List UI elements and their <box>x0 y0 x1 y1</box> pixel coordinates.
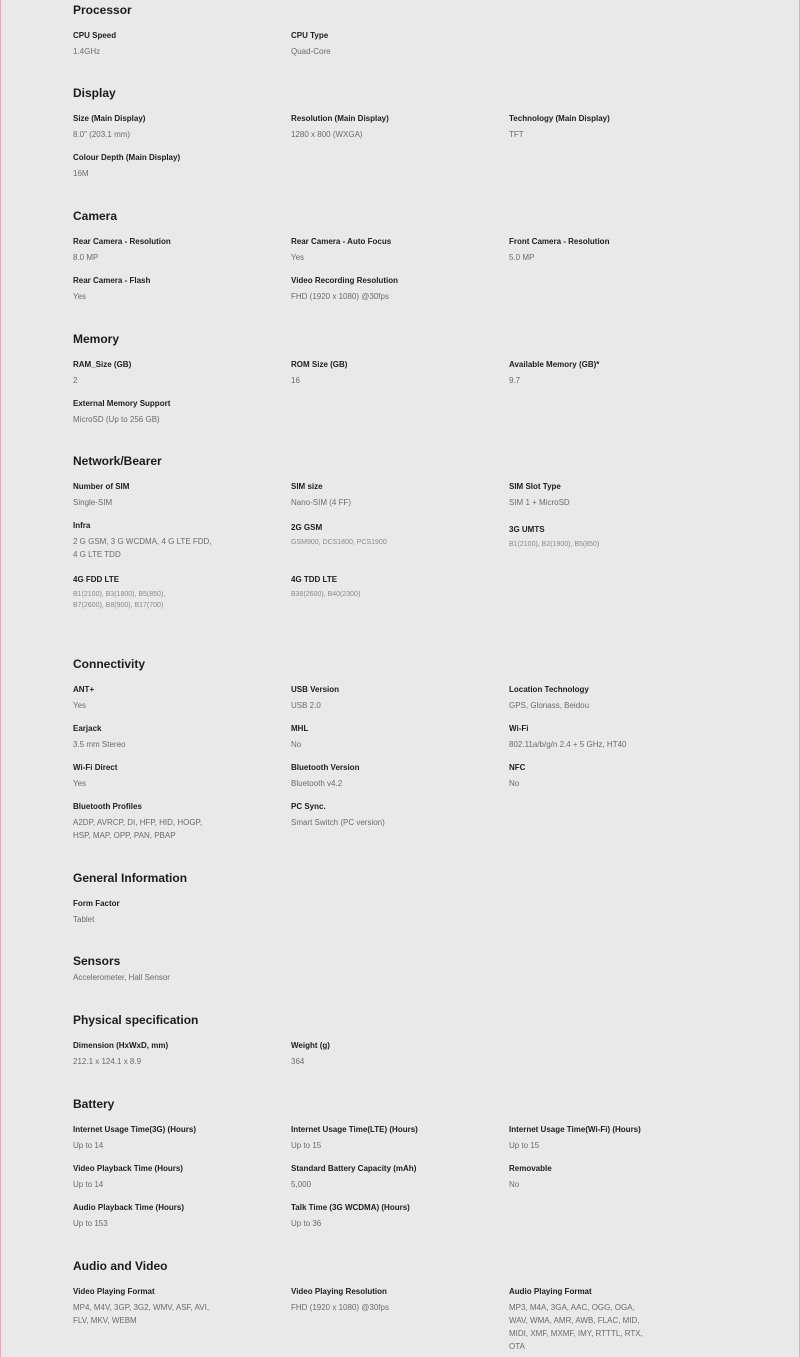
spec-value: 364 <box>291 1057 305 1066</box>
section-title: Network/Bearer <box>73 454 162 468</box>
spec-label: 2G GSM <box>291 523 323 532</box>
spec-value: Accelerometer, Hall Sensor <box>73 973 170 982</box>
spec-label: Video Playback Time (Hours) <box>73 1164 183 1173</box>
spec-value: 1280 x 800 (WXGA) <box>291 130 363 139</box>
spec-value: A2DP, AVRCP, DI, HFP, HID, HOGP, HSP, MAP, OPP, PAN, PBAP <box>73 818 203 840</box>
spec-rear-camera-flash <box>73 275 223 303</box>
spec-value: Bluetooth v4.2 <box>291 779 343 788</box>
spec-value: 16 <box>291 376 300 385</box>
spec-label: CPU Speed <box>73 31 117 40</box>
spec-value: FHD (1920 x 1080) @30fps <box>291 1303 389 1312</box>
spec-3g-umts <box>509 524 659 550</box>
spec-value: B1(2100), B3(1800), B5(850), B7(2600), B8(900), B17(700) <box>73 591 166 609</box>
spec-value: No <box>291 740 302 749</box>
spec-internet-usage-lte <box>291 1124 441 1152</box>
spec-display-resolution <box>291 113 441 141</box>
spec-video-recording-resolution <box>291 275 441 303</box>
section-title: Connectivity <box>73 657 146 671</box>
spec-label: SIM Slot Type <box>509 482 561 491</box>
spec-label: CPU Type <box>291 31 329 40</box>
spec-label: Available Memory (GB)* <box>509 360 600 369</box>
spec-4g-tdd-lte <box>291 574 441 600</box>
spec-label: Wi-Fi <box>509 724 529 733</box>
spec-label: Location Technology <box>509 685 589 694</box>
spec-label: Number of SIM <box>73 482 130 491</box>
spec-cpu-type <box>291 30 441 58</box>
spec-talk-time <box>291 1202 441 1230</box>
spec-ant-plus <box>73 684 223 712</box>
spec-value: USB 2.0 <box>291 701 321 710</box>
spec-label: External Memory Support <box>73 399 171 408</box>
frame-border-left <box>0 0 1 1357</box>
spec-wifi-direct <box>73 762 223 790</box>
section-title: Camera <box>73 209 118 223</box>
spec-label: SIM size <box>291 482 323 491</box>
spec-bluetooth-profiles <box>73 801 213 842</box>
spec-value: No <box>509 1180 520 1189</box>
spec-label: RAM_Size (GB) <box>73 360 132 369</box>
spec-label: Audio Playback Time (Hours) <box>73 1203 184 1212</box>
spec-value: Up to 36 <box>291 1219 322 1228</box>
spec-number-of-sim <box>73 481 223 509</box>
spec-available-memory <box>509 359 659 387</box>
spec-value: MP3, M4A, 3GA, AAC, OGG, OGA, WAV, WMA, AMR, AWB, FLAC, MID, MIDI, XMF, MXMF, IMY, RTTTL, RTX, OTA <box>509 1303 643 1351</box>
spec-value: Single-SIM <box>73 498 113 507</box>
spec-value: Up to 153 <box>73 1219 108 1228</box>
spec-form-factor <box>73 898 223 926</box>
spec-earjack <box>73 723 223 751</box>
spec-label: USB Version <box>291 685 340 694</box>
spec-display-technology <box>509 113 659 141</box>
spec-value: 2 <box>73 376 78 385</box>
spec-front-camera-resolution <box>509 236 659 264</box>
spec-label: Front Camera - Resolution <box>509 237 610 246</box>
spec-value: TFT <box>509 130 524 139</box>
spec-rom-size <box>291 359 441 387</box>
spec-label: Colour Depth (Main Display) <box>73 153 181 162</box>
spec-label: Audio Playing Format <box>509 1287 592 1296</box>
spec-usb-version <box>291 684 441 712</box>
spec-location-technology <box>509 684 659 712</box>
spec-value: Yes <box>73 701 87 710</box>
spec-label: Rear Camera - Auto Focus <box>291 237 392 246</box>
spec-value: MP4, M4V, 3GP, 3G2, WMV, ASF, AVI, FLV, MKV, WEBM <box>73 1303 210 1325</box>
spec-label: Internet Usage Time(LTE) (Hours) <box>291 1125 418 1134</box>
section-title: Physical specification <box>73 1013 199 1027</box>
section-title: Sensors <box>73 954 121 968</box>
spec-value: No <box>509 779 520 788</box>
spec-rear-camera-autofocus <box>291 236 441 264</box>
spec-value: Up to 14 <box>73 1180 104 1189</box>
spec-nfc <box>509 762 659 790</box>
spec-value: 212.1 x 124.1 x 8.9 <box>73 1057 142 1066</box>
spec-internet-usage-3g <box>73 1124 223 1152</box>
spec-value: Up to 15 <box>509 1141 540 1150</box>
spec-label: Technology (Main Display) <box>509 114 610 123</box>
spec-weight <box>291 1040 441 1068</box>
section-title: Processor <box>73 3 132 17</box>
spec-video-playback-time <box>73 1163 223 1191</box>
spec-display-size <box>73 113 223 141</box>
spec-label: NFC <box>509 763 526 772</box>
spec-value: B38(2600), B40(2300) <box>291 591 361 598</box>
spec-value: GPS, Glonass, Beidou <box>509 701 590 710</box>
spec-value: 5.0 MP <box>509 253 535 262</box>
spec-value: Nano-SIM (4 FF) <box>291 498 352 507</box>
spec-value: Yes <box>73 779 87 788</box>
section-title: Memory <box>73 332 120 346</box>
spec-label: Wi-Fi Direct <box>73 763 118 772</box>
spec-label: PC Sync. <box>291 802 326 811</box>
spec-pc-sync <box>291 801 441 829</box>
spec-dimension <box>73 1040 223 1068</box>
spec-value: 1.4GHz <box>73 47 101 56</box>
spec-label: Bluetooth Version <box>291 763 360 772</box>
spec-label: Talk Time (3G WCDMA) (Hours) <box>291 1203 410 1212</box>
spec-label: 4G FDD LTE <box>73 575 120 584</box>
spec-value: 9.7 <box>509 376 521 385</box>
spec-label: Video Playing Resolution <box>291 1287 387 1296</box>
spec-label: Removable <box>509 1164 552 1173</box>
spec-label: Video Playing Format <box>73 1287 155 1296</box>
spec-value: 8.0" (203.1 mm) <box>73 130 131 139</box>
spec-label: Internet Usage Time(Wi-Fi) (Hours) <box>509 1125 641 1134</box>
spec-label: Internet Usage Time(3G) (Hours) <box>73 1125 196 1134</box>
spec-infra <box>73 520 213 561</box>
section-title: Display <box>73 86 116 100</box>
spec-internet-usage-wifi <box>509 1124 659 1152</box>
spec-audio-playing-format <box>509 1286 644 1353</box>
spec-sim-slot-type <box>509 481 659 509</box>
spec-label: ROM Size (GB) <box>291 360 348 369</box>
section-title: General Information <box>73 871 188 885</box>
spec-value: Up to 14 <box>73 1141 104 1150</box>
spec-colour-depth <box>73 152 223 180</box>
section-title: Battery <box>73 1097 115 1111</box>
spec-value: 16M <box>73 169 89 178</box>
spec-sim-size <box>291 481 441 509</box>
spec-value: B1(2100), B2(1900), B5(850) <box>509 541 600 548</box>
spec-label: Infra <box>73 521 91 530</box>
spec-wifi <box>509 723 709 751</box>
spec-value: Smart Switch (PC version) <box>291 818 385 827</box>
spec-label: Form Factor <box>73 899 120 908</box>
spec-video-playing-format <box>73 1286 213 1327</box>
spec-value: SIM 1 + MicroSD <box>509 498 570 507</box>
spec-label: MHL <box>291 724 309 733</box>
spec-label: Size (Main Display) <box>73 114 146 123</box>
spec-2g-gsm <box>291 522 441 548</box>
spec-rear-camera-resolution <box>73 236 223 264</box>
spec-label: Video Recording Resolution <box>291 276 398 285</box>
spec-4g-fdd-lte <box>73 574 191 611</box>
spec-audio-playback-time <box>73 1202 223 1230</box>
spec-label: Standard Battery Capacity (mAh) <box>291 1164 417 1173</box>
spec-value: 2 G GSM, 3 G WCDMA, 4 G LTE FDD, 4 G LTE TDD <box>73 537 212 559</box>
spec-cpu-speed <box>73 30 223 58</box>
spec-label: 4G TDD LTE <box>291 575 338 584</box>
spec-removable <box>509 1163 659 1191</box>
spec-label: Dimension (HxWxD, mm) <box>73 1041 169 1050</box>
spec-value: GSM900, DCS1800, PCS1900 <box>291 539 387 546</box>
spec-value: Yes <box>291 253 305 262</box>
spec-label: Resolution (Main Display) <box>291 114 389 123</box>
spec-standard-battery-capacity <box>291 1163 441 1191</box>
spec-value: MicroSD (Up to 256 GB) <box>73 415 160 424</box>
spec-label: Rear Camera - Flash <box>73 276 151 285</box>
spec-value: Tablet <box>73 915 95 924</box>
spec-value: Quad-Core <box>291 47 331 56</box>
spec-value: 802.11a/b/g/n 2.4 + 5 GHz, HT40 <box>509 740 627 749</box>
section-title: Audio and Video <box>73 1259 168 1273</box>
spec-label: 3G UMTS <box>509 525 545 534</box>
spec-value: 3.5 mm Stereo <box>73 740 126 749</box>
spec-value: 8.0 MP <box>73 253 99 262</box>
spec-external-memory-support <box>73 398 223 426</box>
spec-value: FHD (1920 x 1080) @30fps <box>291 292 389 301</box>
spec-label: Earjack <box>73 724 102 733</box>
spec-label: Bluetooth Profiles <box>73 802 142 811</box>
spec-bluetooth-version <box>291 762 441 790</box>
spec-value: Up to 15 <box>291 1141 322 1150</box>
spec-label: Rear Camera - Resolution <box>73 237 171 246</box>
spec-label: ANT+ <box>73 685 95 694</box>
spec-value: Yes <box>73 292 87 301</box>
spec-video-playing-resolution <box>291 1286 441 1314</box>
spec-value: 5,000 <box>291 1180 312 1189</box>
spec-mhl <box>291 723 441 751</box>
spec-ram-size <box>73 359 223 387</box>
spec-label: Weight (g) <box>291 1041 330 1050</box>
